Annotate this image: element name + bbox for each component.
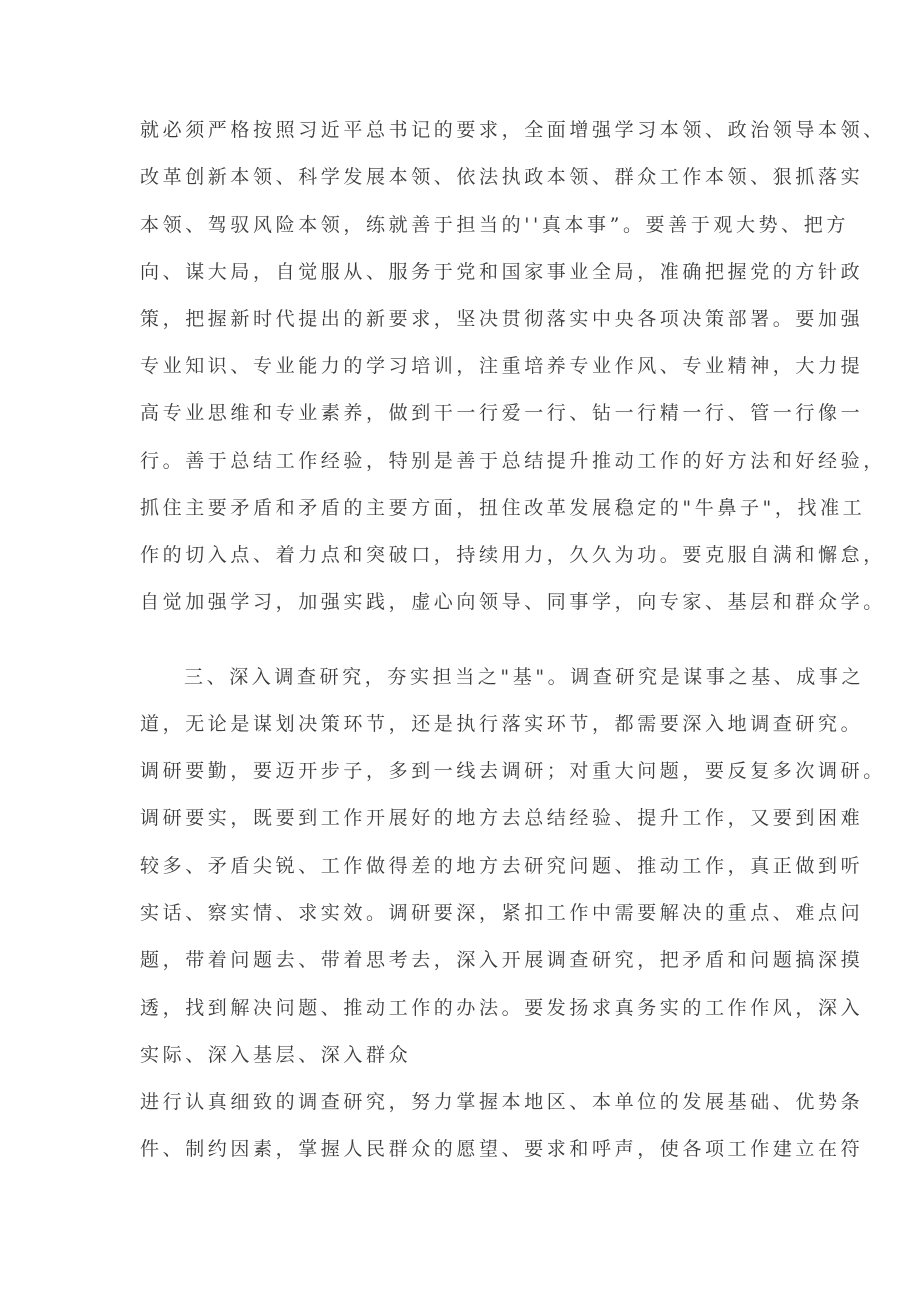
text-line: 透，找到解决问题、推动工作的办法。要发扬求真务实的工作作风，深入: [140, 997, 864, 1019]
text-line: 实话、察实情、求实效。调研要深，紧扣工作中需要解决的重点、难点问: [140, 902, 864, 924]
text-line: 题，带着问题去、带着思考去，深入开展调查研究，把矛盾和问题搞深摸: [140, 949, 864, 971]
text-line: 调研要实，既要到工作开展好的地方去总结经验、提升工作，又要到困难: [140, 807, 864, 829]
text-line: 较多、矛盾尖锐、工作做得差的地方去研究问题、推动工作，真正做到听: [140, 855, 864, 877]
text-line: 向、谋大局，自觉服从、服务于党和国家事业全局，准确把握党的方针政: [140, 261, 864, 283]
text-line: 专业知识、专业能力的学习培训，注重培养专业作风、专业精神，大力提: [140, 355, 864, 377]
text-line: 件、制约因素，掌握人民群众的愿望、要求和呼声，使各项工作建立在符: [140, 1138, 864, 1160]
text-line: 行。善于总结工作经验，特别是善于总结提升推动工作的好方法和好经验，: [140, 450, 886, 472]
text-line: 进行认真细致的调查研究，努力掌握本地区、本单位的发展基础、优势条: [140, 1091, 864, 1113]
text-line: 本领、驾驭风险本领，练就善于担当的''真本事”。要善于观大势、把方: [140, 214, 849, 236]
text-line: 自觉加强学习，加强实践，虚心向领导、同事学，向专家、基层和群众学。: [140, 591, 886, 613]
text-line: 高专业思维和专业素养，做到干一行爱一行、钻一行精一行、管一行像一: [140, 402, 864, 424]
section-heading-line: 三、深入调查研究，夯实担当之"基"。调查研究是谋事之基、成事之: [184, 666, 865, 688]
text-line: 策，把握新时代提出的新要求，坚决贯彻落实中央各项决策部署。要加强: [140, 308, 864, 330]
text-line: 作的切入点、着力点和突破口，持续用力，久久为功。要克服自满和懈怠，: [140, 544, 886, 566]
text-line: 实际、深入基层、深入群众: [140, 1044, 412, 1066]
text-line: 调研要勤，要迈开步子，多到一线去调研；对重大问题，要反复多次调研。: [140, 760, 886, 782]
text-line: 抓住主要矛盾和矛盾的主要方面，扭住改革发展稳定的"牛鼻子"，找准工: [140, 497, 866, 519]
text-line: 改革创新本领、科学发展本领、依法执政本领、群众工作本领、狠抓落实: [140, 166, 864, 188]
text-line: 道，无论是谋划决策环节，还是执行落实环节，都需要深入地调查研究。: [140, 713, 864, 735]
text-line: 就必须严格按照习近平总书记的要求，全面增强学习本领、政治领导本领、: [140, 119, 886, 141]
